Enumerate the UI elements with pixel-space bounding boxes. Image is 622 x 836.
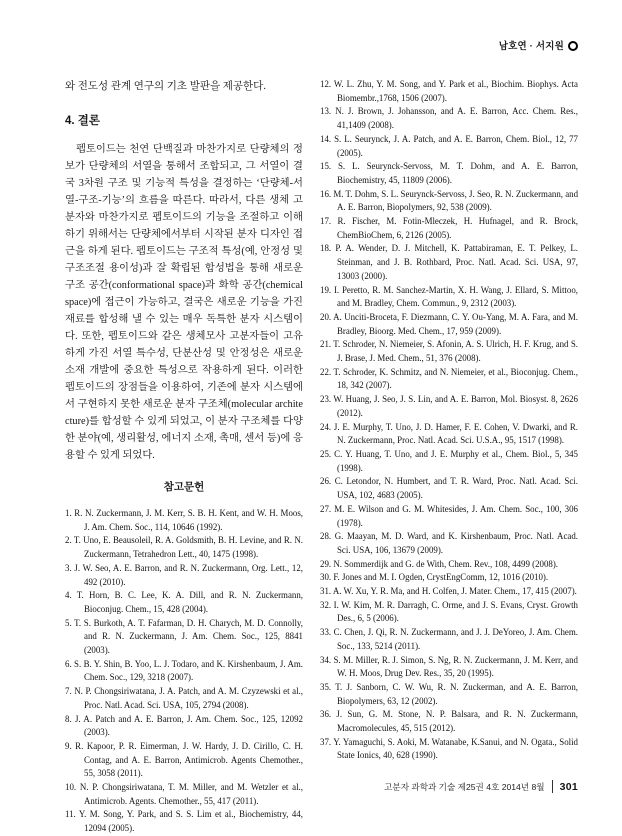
reference-item: 4. T. Horn, B. C. Lee, K. A. Dill, and R. N. Zuckermann, Bioconjug. Chem., 15, 428 (2004). [65,590,303,614]
reference-item: 2. T. Uno, E. Beausoleil, R. A. Goldsmith, B. H. Levine, and R. N. Zuckermann, Tetrahedron Lett., 40, 1475 (1998). [65,535,303,560]
conclusion-paragraph: 펩토이드는 천연 단백질과 마찬가지로 단량체의 정보가 단량체의 서열을 통해서 조합되고, 그 서열이 결국 3차원 구조 및 기능적 특성을 결정하는 ‘단량체-서열-구조-기능’의 흐름을 따른다. 따라서, 다른 생체 고분자와 마찬가지로 펩토이드의 기능을 조절하고 이해하기 위해서는 단량체에서부터 시작된 분자 디자인 접근을 하게 된다. 펩토이드는 구조적 특성(예, 안정성 및 구조조절 용이성)과 잘 확립된 합성법을 통해 새로운 구조 공간(conformational space)과 화학 공간(chemical space)에 접근이 가능하고, 결국은 새로운 기능을 가진 재료를 합성해 낼 수 있는 매우 독특한 분자 시스템이다. 또한, 펩토이드와 같은 생체모사 고분자들이 고유하게 가진 서열 특수성, 단분산성 및 안정성은 새로운 소재 개발에 중요한 특성으로 작용하게 된다. 이러한 펩토이드의 장점들을 이용하여, 기존에 분자 시스템에서 구현하지 못한 새로운 분자 구조체(molecular architecture)를 합성할 수 있게 되었고, 이 분자 구조체를 다양한 분야(예, 생리활성, 에너지 소재, 촉매, 센서 등)에 응용할 수 있게 되었다. [65,144,303,461]
references-list-left [65,507,303,836]
reference-item: 30. F. Jones and M. I. Ogden, CrystEngComm, 12, 1016 (2010). [320,572,549,583]
reference-item: 35. T. J. Sanborn, C. W. Wu, R. N. Zuckerman, and A. E. Barron, Biopolymers, 63, 12 (2002). [320,681,578,706]
reference-item: 3. J. W. Seo, A. E. Barron, and R. N. Zuckermann, Org. Lett., 12, 492 (2010). [65,562,303,587]
reference-item: 9. R. Kapoor, P. R. Eimerman, J. W. Hardy, J. D. Cirillo, C. H. Contag, and A. E. Barron, Antimicrob. Agents Chemother., 55, 3058 (2011). [65,740,303,779]
reference-item: 20. A. Unciti-Broceta, F. Diezmann, C. Y. Ou-Yang, M. A. Fara, and M. Bradley, Bioorg. Med. Chem., 17, 959 (2009). [320,311,578,336]
left-column [65,78,303,836]
footer-journal-info: 고분자 과학과 기술 제25권 4호 2014년 8월 [384,781,545,792]
reference-item: 11. Y. M. Song, Y. Park, and S. S. Lim et al., Biochemistry, 44, 12094 (2005). [65,809,303,834]
reference-item: 36. J. Sun, G. M. Stone, N. P. Balsara, and R. N. Zuckermann, Macromolecules, 45, 515 (2012). [320,709,578,734]
reference-item: 18. P. A. Wender, D. J. Mitchell, K. Pattabiraman, E. T. Pelkey, L. Steinman, and J. B. Rothbard, Proc. Natl. Acad. Sci. USA, 97, 13003 (2000). [320,243,578,281]
reference-item: 33. C. Chen, J. Qi, R. N. Zuckermann, and J. J. DeYoreo, J. Am. Chem. Soc., 133, 5214 (2011). [320,627,578,651]
right-column [320,78,578,836]
reference-item: 31. A. W. Xu, Y. R. Ma, and H. Colfen, J. Mater. Chem., 17, 415 (2007). [320,586,577,597]
page-number: 301 [559,780,578,793]
footer-divider [552,780,553,793]
running-head-authors: 남호연 · 서지원 [498,41,564,52]
reference-item: 21. T. Schroder, N. Niemeier, S. Afonin, A. S. Ulrich, H. F. Krug, and S. J. Brase, J. Med. Chem., 51, 376 (2008). [320,339,578,364]
reference-item: 5. T. S. Burkoth, A. T. Fafarman, D. H. Charych, M. D. Connolly, and R. N. Zuckermann, J. Am. Chem. Soc., 125, 8841 (2003). [65,617,303,656]
page-content [65,78,578,836]
reference-item: 28. G. Maayan, M. D. Ward, and K. Kirshenbaum, Proc. Natl. Acad. Sci. USA, 106, 13679 (2009). [320,531,578,555]
reference-item: 26. C. Letondor, N. Humbert, and T. R. Ward, Proc. Natl. Acad. Sci. USA, 102, 4683 (2005). [320,476,578,501]
reference-item: 17. R. Fischer, M. Fotin-Mleczek, H. Hufnagel, and R. Brock, ChemBioChem, 6, 2126 (2005). [320,216,578,240]
author-ring-icon [568,41,578,51]
reference-item: 1. R. N. Zuckermann, J. M. Kerr, S. B. H. Kent, and W. H. Moos, J. Am. Chem. Soc., 114, 10646 (1992). [65,508,303,532]
reference-item: 10. N. P. Chongsiriwatana, T. M. Miller, and M. Wetzler et al., Antimicrob. Agents. Chemother., 55, 417 (2011). [65,782,303,806]
reference-item: 23. W. Huang, J. Seo, J. S. Lin, and A. E. Barron, Mol. Biosyst. 8, 2626 (2012). [320,394,578,418]
reference-item: 7. N. P. Chongsiriwatana, J. A. Patch, and A. M. Czyzewski et al., Proc. Natl. Acad. Sci. USA, 105, 2794 (2008). [65,686,303,710]
references-list-right [320,78,578,763]
references-heading: 참고문헌 [163,481,205,493]
reference-item: 32. I. W. Kim, M. R. Darragh, C. Orme, and J. S. Evans, Cryst. Growth Des., 6, 5 (2006). [320,599,578,624]
running-head [65,38,578,52]
reference-item: 34. S. M. Miller, R. J. Simon, S. Ng, R. N. Zuckermann, J. M. Kerr, and W. H. Moos, Drug Dev. Res., 35, 20 (1995). [320,654,578,679]
reference-item: 37. Y. Yamaguchi, S. Aoki, M. Watanabe, K.Sanui, and N. Ogata., Solid State Ionics, 40, 628 (1990). [320,736,578,761]
intro-paragraph: 와 전도성 관계 연구의 기초 발판을 제공한다. [65,81,266,92]
reference-item: 19. I. Peretto, R. M. Sanchez-Martin, X. H. Wang, J. Ellard, S. Mittoo, and M. Bradley, Chem. Commun., 9, 2312 (2003). [320,284,578,309]
reference-item: 22. T. Schroder, K. Schmitz, and N. Niemeier, et al., Bioconjug. Chem., 18, 342 (2007). [320,366,578,391]
reference-item: 13. N. J. Brown, J. Johansson, and A. E. Barron, Acc. Chem. Res., 41,1409 (2008). [320,106,578,131]
conclusion-heading: 4. 결론 [65,115,101,127]
reference-item: 15. S. L. Seurynck-Servoss, M. T. Dohm, and A. E. Barron, Biochemistry, 45, 11809 (2006). [320,161,578,185]
reference-item: 24. J. E. Murphy, T. Uno, J. D. Hamer, F. E. Cohen, V. Dwarki, and R. N. Zuckermann, Proc. Natl. Acad. Sci. U.S.A., 95, 1517 (1998). [320,421,578,446]
reference-item: 27. M. E. Wilson and G. M. Whitesides, J. Am. Chem. Soc., 100, 306 (1978). [320,503,578,528]
reference-item: 8. J. A. Patch and A. E. Barron, J. Am. Chem. Soc., 125, 12092 (2003). [65,713,303,738]
reference-item: 6. S. B. Y. Shin, B. Yoo, L. J. Todaro, and K. Kirshenbaum, J. Am. Chem. Soc., 129, 3218 (2007). [65,658,303,683]
page-footer [384,780,578,793]
reference-item: 25. C. Y. Huang, T. Uno, and J. E. Murphy et al., Chem. Biol., 5, 345 (1998). [320,448,578,473]
reference-item: 14. S. L. Seurynck, J. A. Patch, and A. E. Barron, Chem. Biol., 12, 77 (2005). [320,133,578,158]
reference-item: 29. N. Sommerdijk and G. de With, Chem. Rev., 108, 4499 (2008). [320,558,559,569]
reference-item: 12. W. L. Zhu, Y. M. Song, and Y. Park et al., Biochim. Biophys. Acta Biomembr.,1768, 1506 (2007). [320,79,578,103]
reference-item: 16. M. T. Dohm, S. L. Seurynck-Servoss, J. Seo, R. N. Zuckermann, and A. E. Barron, Biopolymers, 92, 538 (2009). [320,188,579,213]
